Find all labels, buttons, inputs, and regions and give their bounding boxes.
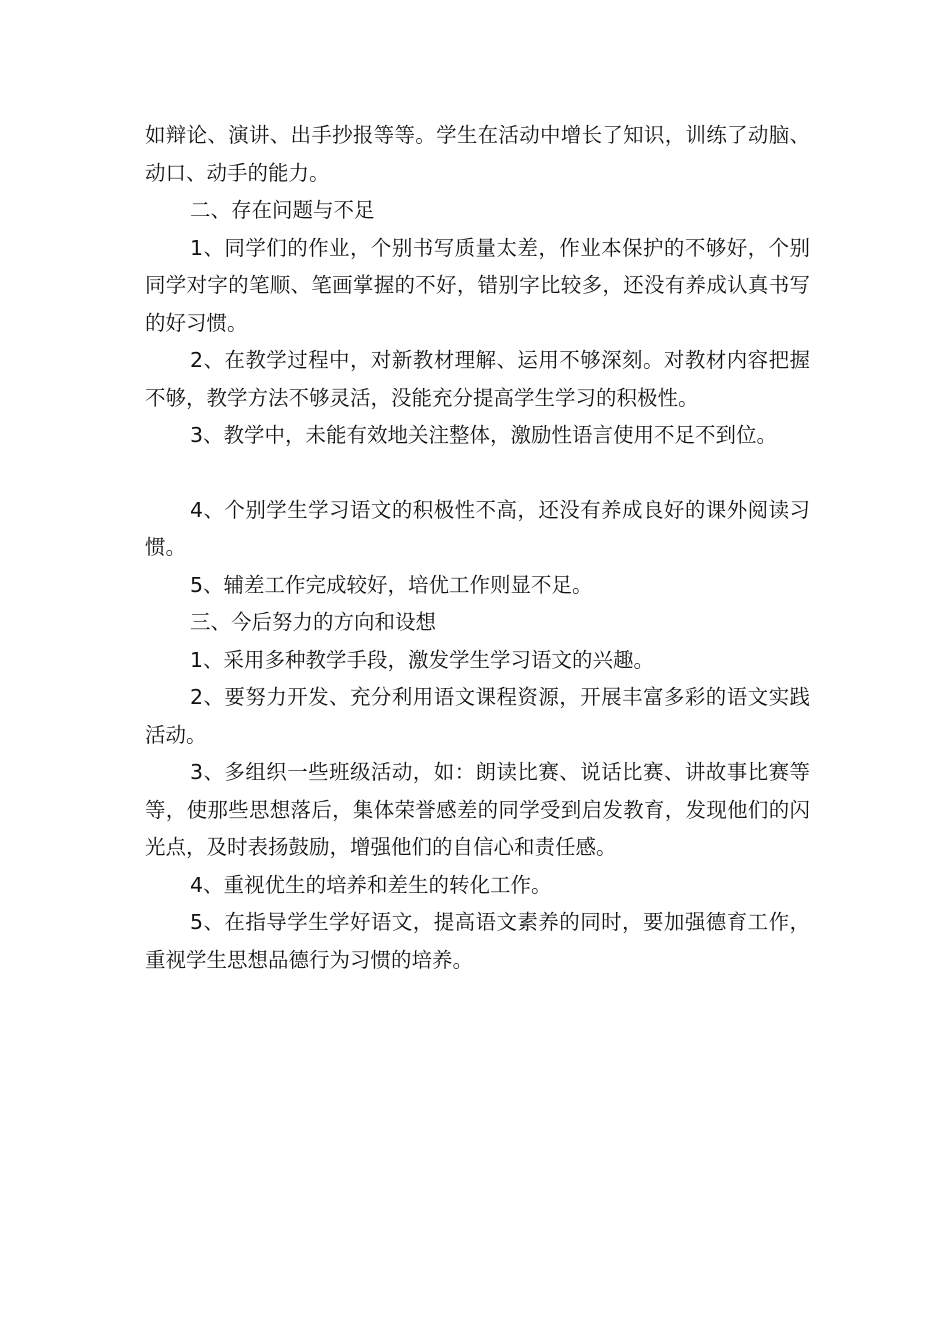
paragraph-activities-summary: 如辩论、演讲、出手抄报等等。学生在活动中增长了知识，训练了动脑、动口、动手的能力。 [145,123,810,185]
document-body [145,117,810,979]
plan-item-5: 5、在指导学生学好语文，提高语文素养的同时，要加强德育工作，重视学生思想品德行为习惯的培养。 [145,910,810,972]
section-heading-problems: 二、存在问题与不足 [190,198,375,222]
problem-item-1: 1、同学们的作业，个别书写质量太差，作业本保护的不够好，个别同学对字的笔顺、笔画掌握的不好，错别字比较多，还没有养成认真书写的好习惯。 [145,235,810,335]
problem-item-5: 5、辅差工作完成较好，培优工作则显不足。 [190,572,593,597]
plan-item-4: 4、重视优生的培养和差生的转化工作。 [190,872,552,897]
plan-item-2: 2、要努力开发、充分利用语文课程资源，开展丰富多彩的语文实践活动。 [145,685,810,747]
plan-item-3: 3、多组织一些班级活动，如：朗读比赛、说话比赛、讲故事比赛等等，使那些思想落后，集体荣誉感差的同学受到启发教育，发现他们的闪光点，及时表扬鼓励，增强他们的自信心和责任感。 [145,760,810,859]
problem-item-3: 3、教学中，未能有效地关注整体，激励性语言使用不足不到位。 [190,423,778,447]
problem-item-2: 2、在教学过程中，对新教材理解、运用不够深刻。对教材内容把握不够，教学方法不够灵活，没能充分提高学生学习的积极性。 [145,348,810,410]
section-heading-future-plans: 三、今后努力的方向和设想 [190,610,436,634]
problem-item-4: 4、个别学生学习语文的积极性不高，还没有养成良好的课外阅读习惯。 [145,497,810,559]
plan-item-1: 1、采用多种教学手段，激发学生学习语文的兴趣。 [190,647,655,672]
